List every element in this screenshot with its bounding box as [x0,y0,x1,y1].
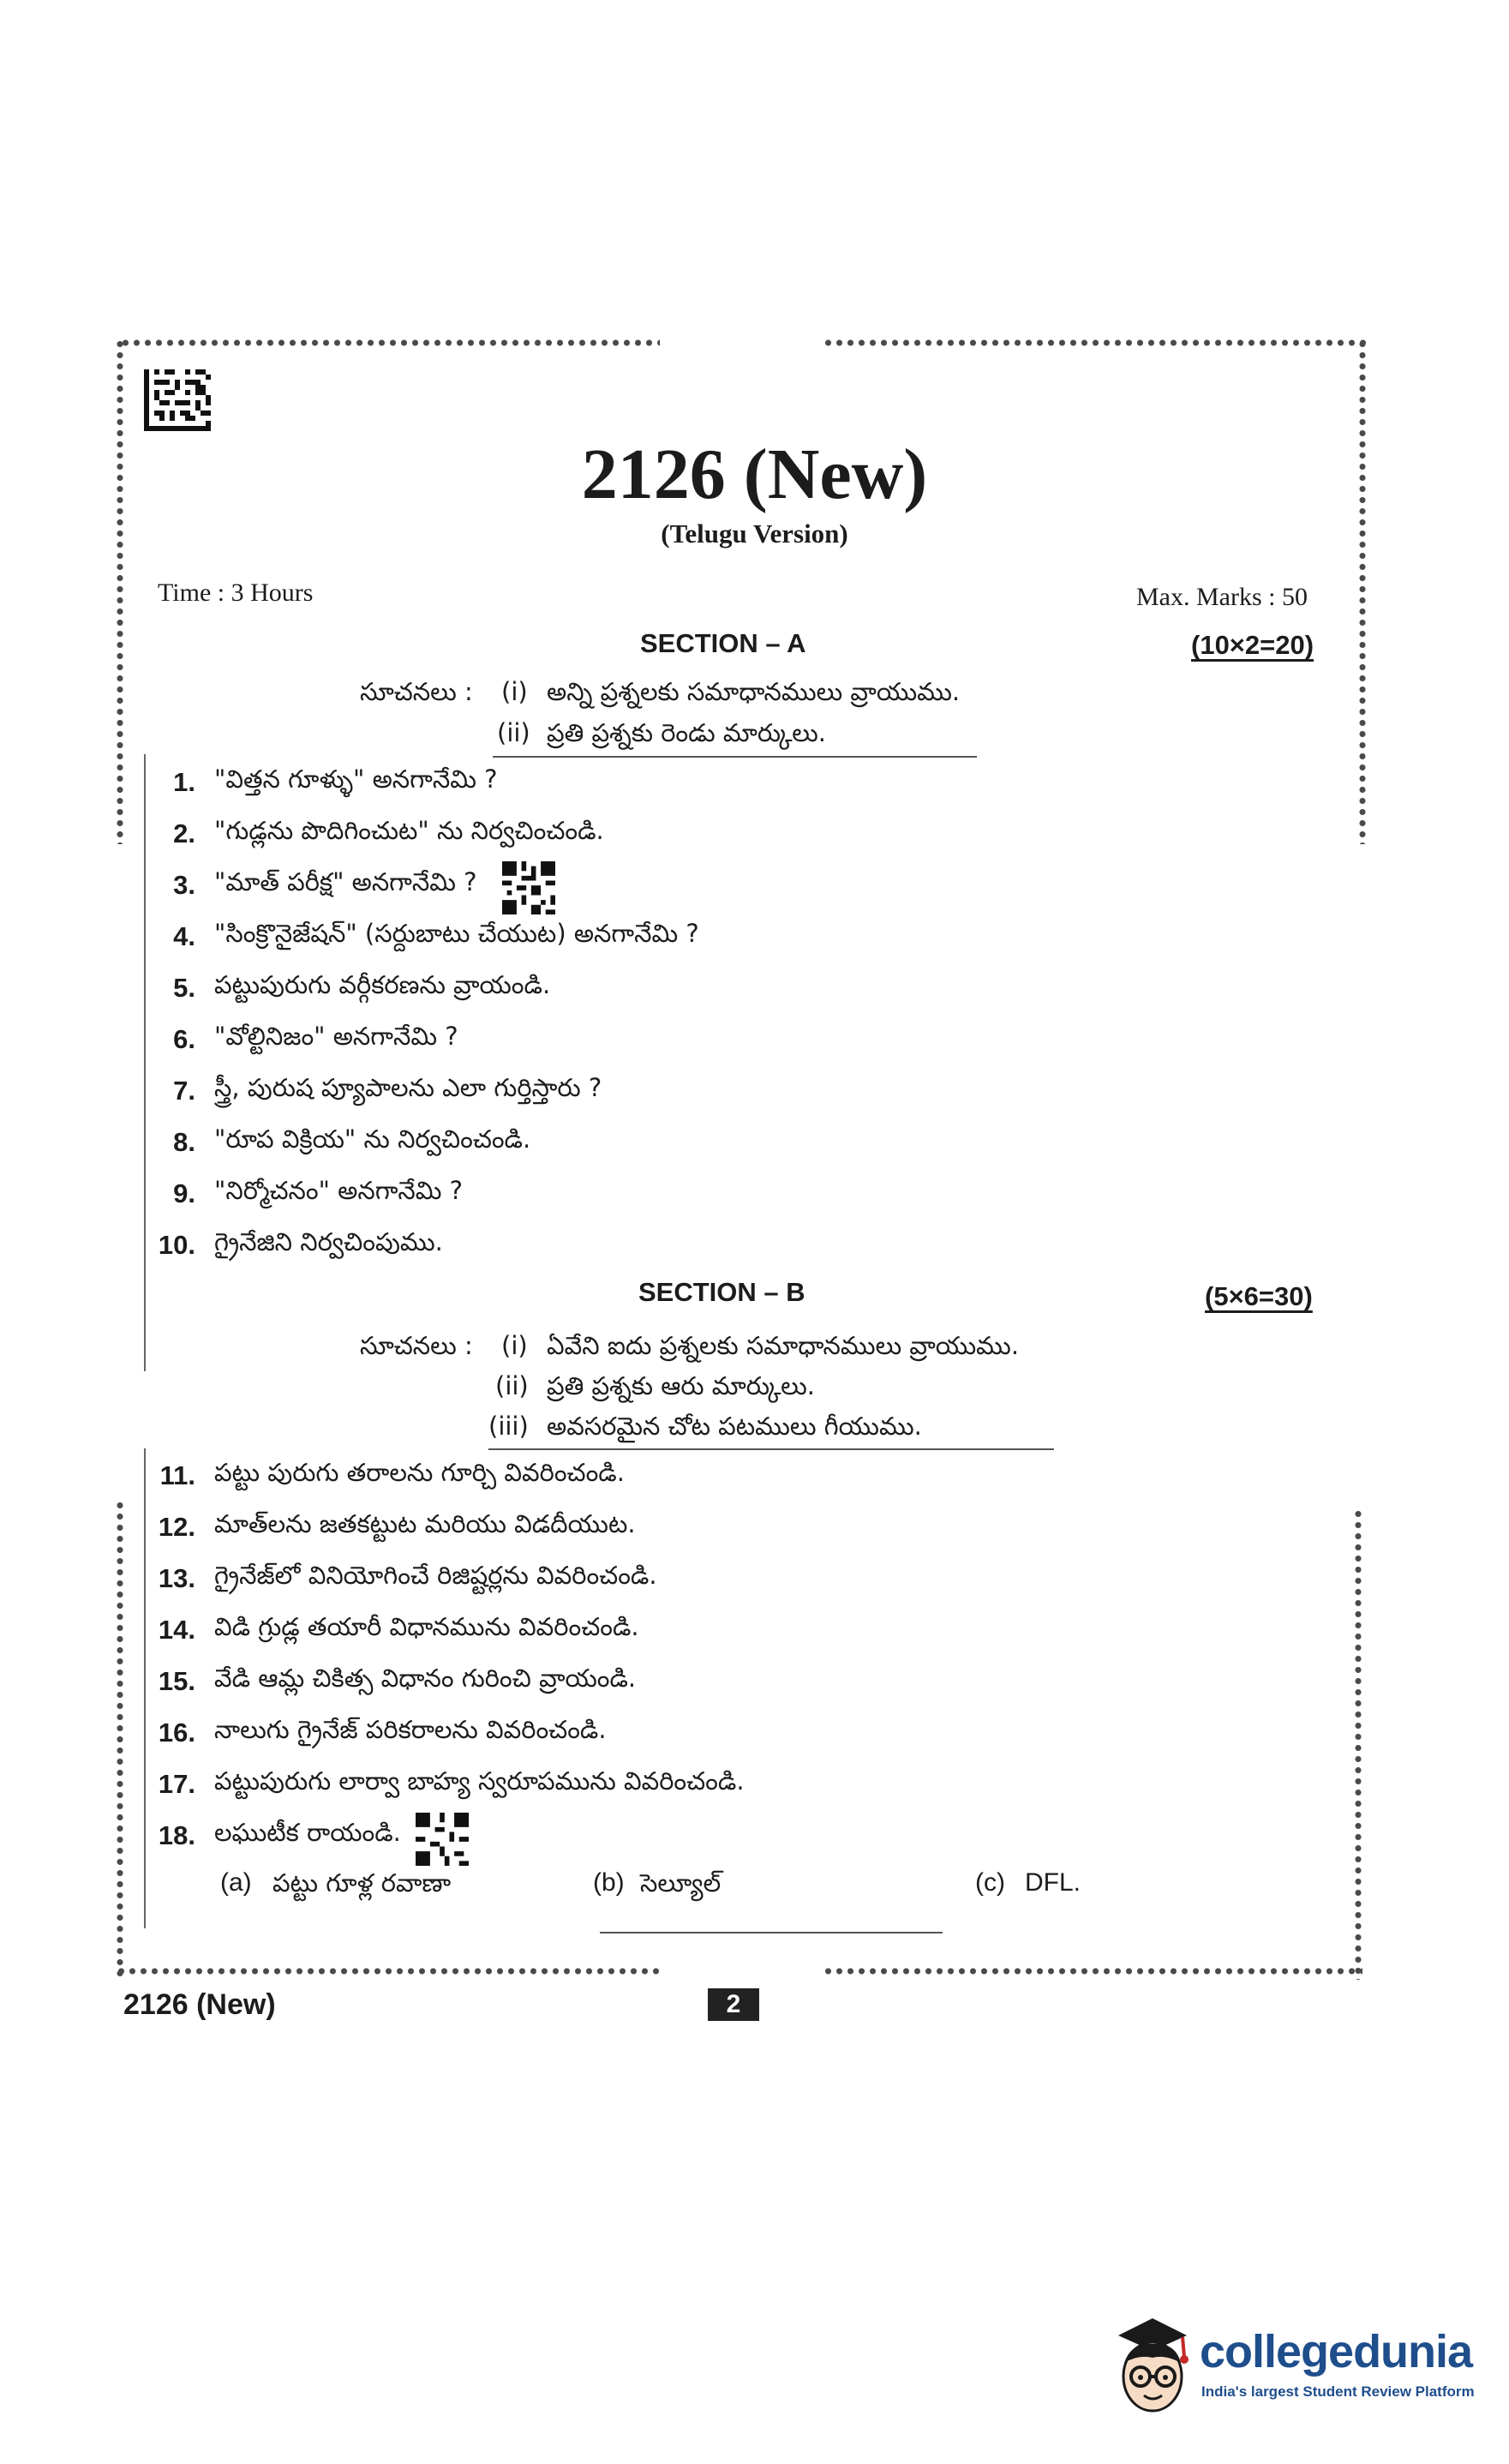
section-b-instruction-2-num: (ii) [495,1371,529,1400]
question-13: 13. గ్రైనేజ్‌లో వినియోగించే రిజిష్టర్లను వివరించండి. [158,1561,657,1593]
section-a-instruction-rule [493,756,977,758]
section-a-left-margin-line [144,754,146,1371]
section-b-instructions-label: సూచనలు : [360,1331,473,1360]
max-marks-label: Max. Marks : 50 [1136,583,1308,611]
question-6: 6. "వోల్టినిజం" అనగానేమి ? [173,1022,458,1054]
question-4: 4. "సింక్రొనైజేషన్" (సర్దుబాటు చేయుట) అనగానేమి ? [173,919,699,951]
question-8: 8. "రూప విక్రియ" ను నిర్వచించండి. [173,1124,531,1157]
collegedunia-logo [1105,2310,1482,2421]
question-3: 3. "మాత్ పరీక్ష" అనగానేమి ? [173,867,477,900]
datamatrix-barcode [144,369,211,432]
section-b-instruction-3-num: (iii) [488,1412,529,1441]
version-label: (Telugu Version) [661,519,848,549]
border-bottom-left [116,1967,664,1975]
sub-part-c: DFL. [1025,1868,1081,1897]
paper-title: 2126 (New) [581,435,928,514]
brand-name: collegedunia [1200,2326,1473,2377]
question-7: 7. స్త్రీ, పురుష ప్యూపాలను ఎలా గుర్తిస్తారు ? [173,1073,602,1106]
section-b-instruction-2: ప్రతి ప్రశ్నకు ఆరు మార్కులు. [547,1371,815,1400]
sub-part-b: సెల్యూల్ [640,1868,722,1897]
footer-code: 2126 (New) [123,1988,276,2021]
section-a-heading: SECTION – A [640,628,806,658]
question-16: 16. నాలుగు గ్రైనేజ్ పరికరాలను వివరించండి. [158,1715,607,1748]
border-bottom-right [823,1967,1362,1975]
section-a-instruction-2-num: (ii) [497,718,530,747]
section-b-instruction-1: ఏవేని ఐదు ప్రశ్నలకు సమాధానములు వ్రాయుము. [547,1331,1020,1360]
question-14: 14. విడి గ్రుడ్ల తయారీ విధానమును వివరించండి. [158,1612,639,1645]
section-b-instruction-rule [488,1448,1054,1450]
mascot-icon [1105,2310,1200,2421]
border-top-right [823,339,1367,347]
section-b-instruction-1-num: (i) [501,1331,528,1360]
sub-part-c-num: (c) [975,1868,1005,1897]
question-17: 17. పట్టుపురుగు లార్వా బాహ్య స్వరూపమును వివరించండి. [158,1766,745,1799]
question-2: 2. "గుడ్లను పొదిగించుట" ను నిర్వచించండి. [173,816,604,848]
question-15: 15. వేడి ఆమ్ల చికిత్స విధానం గురించి వ్రాయండి. [158,1664,637,1696]
brand-tagline: India's largest Student Review Platform [1201,2383,1475,2400]
border-top-left [120,339,660,347]
qr-code-icon [415,1813,470,1866]
question-9: 9. "నిర్మోచనం" అనగానేమి ? [173,1176,464,1208]
section-a-instruction-1-num: (i) [501,677,528,706]
question-11: 11. పట్టు పురుగు తరాలను గూర్చి వివరించండి. [159,1458,625,1490]
question-12: 12. మాత్‌లను జతకట్టుట మరియు విడదీయుట. [158,1509,636,1542]
time-label: Time : 3 Hours [158,579,314,607]
sub-part-a: పట్టు గూళ్ల రవాణా [272,1868,452,1897]
border-right-upper [1358,339,1367,844]
section-a-instruction-2: ప్రతి ప్రశ్నకు రెండు మార్కులు. [547,718,827,747]
section-a-instruction-1: అన్ని ప్రశ్నలకు సమాధానములు వ్రాయుము. [547,677,961,706]
page-number: 2 [708,1988,759,2021]
section-b-instruction-3: అవసరమైన చోట పటములు గీయుము. [547,1412,922,1441]
question-1: 1. "విత్తన గూళ్ళు" అనగానేమి ? [173,764,498,797]
section-b-left-margin-line [144,1448,146,1928]
section-a-instructions-label: సూచనలు : [360,677,473,706]
question-5: 5. పట్టుపురుగు వర్గీకరణను వ్రాయండి. [173,970,551,1003]
section-b-heading: SECTION – B [638,1277,805,1307]
border-left-upper [116,339,124,844]
question-18: 18. లఘుటీక రాయండి. [158,1818,401,1850]
section-a-marks: (10×2=20) [1191,630,1314,660]
border-left-lower [116,1500,124,1980]
question-10: 10. గ్రైనేజిని నిర్వచింపుము. [158,1227,443,1260]
border-right-lower [1354,1508,1362,1980]
end-rule [600,1932,943,1933]
sub-part-a-num: (a) [220,1868,252,1897]
sub-part-b-num: (b) [593,1868,625,1897]
section-b-marks: (5×6=30) [1205,1281,1313,1311]
qr-code-icon [501,861,556,914]
